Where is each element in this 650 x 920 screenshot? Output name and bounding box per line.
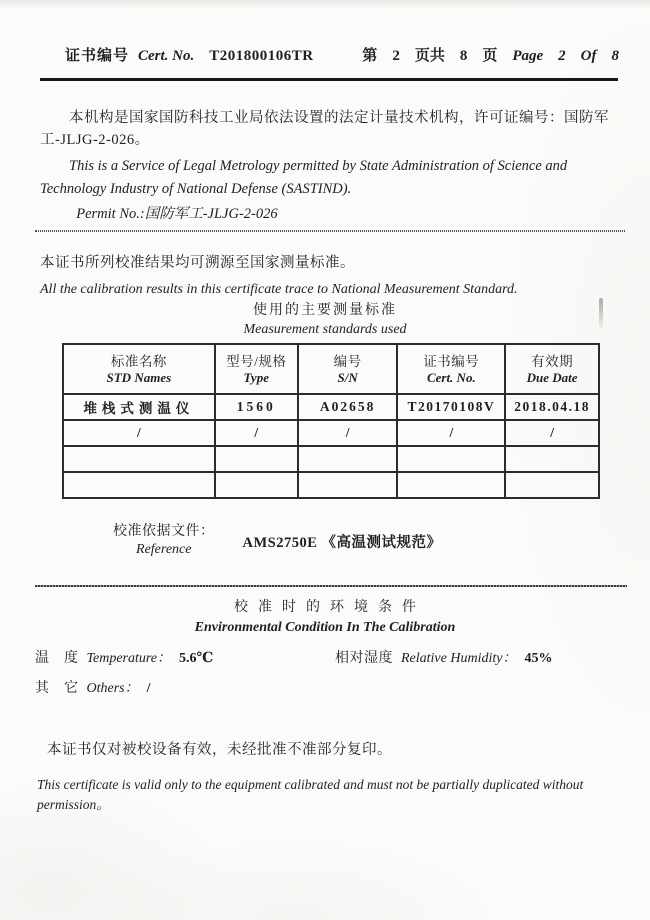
traceability-text-en: All the calibration results in this certificate trace to National Measurement Standard. (40, 282, 518, 297)
environment-values-row (35, 650, 625, 668)
standards-table-title-zh: 使用的主要测量标准 (253, 303, 397, 318)
traceability-text-zh: 本证书所列校准结果均可溯源至国家测量标准。 (40, 255, 355, 271)
cert-no-label-zh: 证书编号 (65, 48, 130, 64)
table-cell (505, 472, 599, 498)
page-current-number: 2 (392, 48, 400, 64)
table-row-standard-1 (63, 394, 599, 420)
cell-std-name: 堆栈式测温仪 (63, 394, 215, 420)
table-cell: / (397, 420, 505, 446)
page-label-en: Page (512, 48, 544, 64)
page-number-group (362, 46, 619, 66)
table-cell (505, 446, 599, 472)
table-cell: / (215, 420, 298, 446)
col-type-en: Type (243, 369, 269, 385)
table-cell: / (505, 420, 599, 446)
col-header-std-names (63, 344, 215, 394)
table-row-slash (63, 420, 599, 446)
table-cell: / (298, 420, 398, 446)
humidity-label-zh: 相对湿度 (335, 651, 393, 666)
reference-label-en: Reference (136, 542, 192, 557)
page-label-zh-prefix: 第 (362, 48, 378, 64)
dashed-divider (35, 585, 627, 587)
accreditation-text-zh: 本机构是国家国防科技工业局依法设置的法定计量技术机构，许可证编号：国防军工-JLJG-2-026。 (40, 110, 609, 148)
cell-due-date: 2018.04.18 (505, 394, 599, 420)
table-cell (215, 472, 298, 498)
col-header-due-date (505, 344, 599, 394)
cert-no-label-en: Cert. No. (138, 48, 195, 64)
others-label-zh: 其 它 (35, 681, 79, 696)
page-label-zh-suffix: 页 (482, 48, 498, 64)
header-rule (40, 78, 618, 81)
validity-statement-zh: 本证书仅对被校设备有效，未经批准不准部分复印。 (47, 742, 392, 758)
cell-cert-no: T20170108V (397, 394, 505, 420)
col-sn-zh: 编号 (333, 353, 362, 369)
standards-table-title-en: Measurement standards used (243, 322, 407, 337)
table-cell (63, 472, 215, 498)
page-total-en: 8 (611, 48, 619, 64)
table-header-row (63, 344, 599, 394)
table-cell (215, 446, 298, 472)
col-due-date-zh: 有效期 (531, 353, 574, 369)
col-due-date-en: Due Date (526, 369, 578, 385)
accreditation-section (40, 107, 610, 226)
table-cell: / (63, 420, 215, 446)
humidity-value: 45% (524, 651, 553, 666)
others-value: / (146, 681, 151, 696)
table-cell (63, 446, 215, 472)
page-of-en: Of (580, 48, 597, 64)
col-type-zh: 型号/规格 (226, 353, 287, 369)
col-header-sn (298, 344, 398, 394)
temperature-label-en: Temperature： (86, 651, 172, 666)
cert-no-value: T201800106TR (209, 48, 314, 64)
col-cert-no-en: Cert. No. (426, 369, 476, 385)
table-cell (298, 472, 398, 498)
temperature-value: 5.6℃ (179, 651, 214, 666)
reference-label-zh: 校准依据文件： (113, 524, 215, 539)
temperature-field (35, 650, 335, 668)
table-cell (397, 472, 505, 498)
dotted-divider (35, 230, 625, 232)
others-field (35, 680, 151, 698)
page-total-number: 8 (459, 48, 468, 64)
reference-label (113, 523, 215, 559)
reference-value: AMS2750E 《高温测试规范》 (242, 534, 442, 551)
col-cert-no-zh: 证书编号 (423, 353, 480, 369)
cert-number-group (65, 46, 314, 66)
scan-artifact (599, 298, 603, 328)
page-current-en: 2 (558, 48, 566, 64)
table-row-empty (63, 446, 599, 472)
col-sn-en: S/N (337, 369, 358, 385)
environment-title-zh: 校准时的环境条件 (234, 600, 426, 615)
temperature-label-zh: 温 度 (35, 651, 79, 666)
cell-type: 1560 (215, 394, 298, 420)
table-row-empty (63, 472, 599, 498)
others-label-en: Others： (86, 681, 139, 696)
cell-sn: A02658 (298, 394, 398, 420)
col-std-names-zh: 标准名称 (110, 353, 167, 369)
environment-title-en: Environmental Condition In The Calibration (194, 620, 456, 635)
measurement-standards-table (62, 343, 600, 499)
humidity-field (335, 650, 552, 668)
table-cell (298, 446, 398, 472)
permit-number-line: Permit No.:国防军工-JLJG-2-026 (76, 206, 278, 222)
col-std-names-en: STD Names (106, 369, 172, 385)
reference-section (113, 523, 625, 559)
table-cell (397, 446, 505, 472)
page-label-zh-mid: 页共 (414, 48, 445, 64)
others-row (35, 680, 625, 698)
col-header-type (215, 344, 298, 394)
validity-statement-en: This certificate is valid only to the equipment calibrated and must not be partially duplicated without permission。 (37, 777, 584, 812)
page-header (25, 46, 625, 66)
col-header-cert-no (397, 344, 505, 394)
humidity-label-en: Relative Humidity： (401, 651, 517, 666)
accreditation-text-en: This is a Service of Legal Metrology permitted by State Administration of Science and Technology Industry of National Defense (SASTIND). (40, 158, 568, 197)
